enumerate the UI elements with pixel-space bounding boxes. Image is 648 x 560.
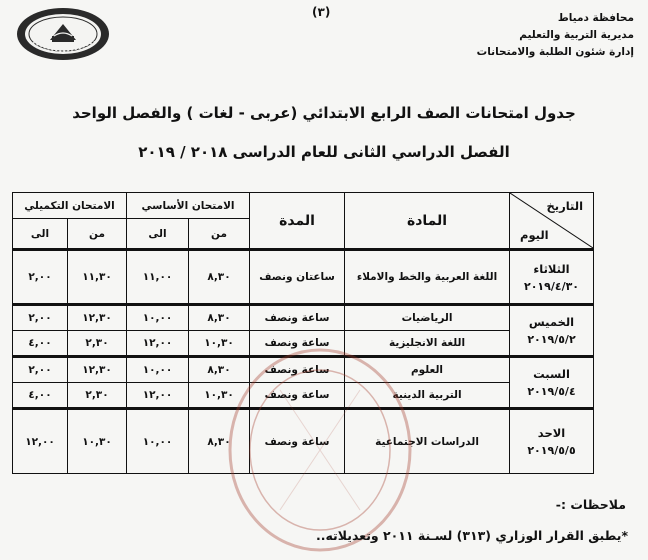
subject-cell: العلوم [345, 357, 510, 383]
ministry-logo [14, 6, 112, 62]
date-day-header-cell [510, 193, 594, 250]
day-name: الخميس [528, 315, 575, 329]
note-item: *يطبق القرار الوزاري (٣١٣) لسـنة ٢٠١١ وتعديلاته.. [315, 528, 628, 543]
supplementary-to-cell: ٢,٠٠ [13, 305, 68, 331]
day-name: الاحد [537, 426, 566, 440]
day-date-cell [510, 305, 594, 357]
table-row [13, 250, 594, 305]
basic-to-cell: ١١,٠٠ [127, 250, 189, 305]
governorate-label: محافظة دمياط [557, 12, 634, 24]
subject-cell: اللغة العربية والخط والاملاء [345, 250, 510, 305]
day-name: السبت [533, 367, 570, 381]
basic-from-cell: ٨,٣٠ [189, 305, 250, 331]
supplementary-from-cell: ١٢,٣٠ [68, 357, 127, 383]
exam-date: ٢٠١٩/٤/٣٠ [523, 279, 580, 293]
basic-to-cell: ١٠,٠٠ [127, 409, 189, 474]
day-name: الثلاثاء [533, 261, 570, 276]
supplementary-to-cell: ٤,٠٠ [13, 331, 68, 357]
table-row [13, 305, 594, 331]
duration-cell: ساعة ونصف [250, 409, 345, 474]
duration-cell: ساعة ونصف [250, 305, 345, 331]
subject-cell: اللغة الانجليزية [345, 331, 510, 357]
subject-header: المادة [345, 193, 510, 250]
notes-label: ملاحظات :- [555, 497, 626, 512]
supplementary-to-cell: ١٢,٠٠ [13, 409, 68, 474]
supplementary-to-header: الى [13, 219, 68, 250]
basic-to-header: الى [127, 219, 189, 250]
directorate-label: مديرية التربية والتعليم [519, 29, 634, 41]
issuer-header [477, 10, 634, 61]
basic-from-cell: ١٠,٣٠ [189, 331, 250, 357]
date-header: التاريخ [546, 199, 584, 213]
duration-cell: ساعة ونصف [250, 357, 345, 383]
supplementary-from-cell: ١١,٣٠ [68, 250, 127, 305]
duration-cell: ساعتان ونصف [250, 250, 345, 305]
duration-cell: ساعة ونصف [250, 331, 345, 357]
supplementary-from-cell: ٢,٣٠ [68, 331, 127, 357]
basic-to-cell: ١٠,٠٠ [127, 357, 189, 383]
basic-from-cell: ٨,٣٠ [189, 357, 250, 383]
basic-exam-header: الامتحان الأساسي [127, 193, 250, 219]
supplementary-from-header: من [68, 219, 127, 250]
subject-cell: التربية الدينية [345, 383, 510, 409]
schedule-subtitle: الفصل الدراسي الثانى للعام الدراسى ٢٠١٨ / ٢٠١٩ [138, 143, 510, 161]
supplementary-from-cell: ١٢,٣٠ [68, 305, 127, 331]
day-date-cell [510, 357, 594, 409]
official-stamp [220, 330, 420, 560]
exam-date: ٢٠١٩/٥/٥ [527, 444, 576, 457]
day-date-cell [510, 409, 594, 474]
supplementary-from-cell: ٢,٣٠ [68, 383, 127, 409]
basic-from-header: من [189, 219, 250, 250]
department-label: إدارة شئون الطلبة والامتحانات [476, 46, 634, 58]
basic-from-cell: ٨,٣٠ [189, 250, 250, 305]
supplementary-from-cell: ١٠,٣٠ [68, 409, 127, 474]
supplementary-to-cell: ٢,٠٠ [13, 357, 68, 383]
basic-from-cell: ٨,٣٠ [189, 409, 250, 474]
exam-date: ٢٠١٩/٥/٤ [527, 385, 576, 398]
subject-cell: الدراسات الاجتماعية [345, 409, 510, 474]
duration-header: المدة [250, 193, 345, 250]
supplementary-to-cell: ٤,٠٠ [13, 383, 68, 409]
basic-from-cell: ١٠,٣٠ [189, 383, 250, 409]
schedule-title: جدول امتحانات الصف الرابع الابتدائي (عربى - لغات ) والفصل الواحد [72, 104, 576, 122]
table-header-row [13, 193, 594, 219]
exam-date: ٢٠١٩/٥/٢ [527, 333, 576, 346]
day-date-cell [510, 250, 594, 305]
day-header: اليوم [520, 228, 549, 242]
subject-cell: الرياضيات [345, 305, 510, 331]
supplementary-to-cell: ٢,٠٠ [13, 250, 68, 305]
page-number: (٣) [312, 5, 331, 19]
duration-cell: ساعة ونصف [250, 383, 345, 409]
basic-to-cell: ١٢,٠٠ [127, 383, 189, 409]
supplementary-exam-header: الامتحان التكميلي [13, 193, 127, 219]
basic-to-cell: ١٢,٠٠ [127, 331, 189, 357]
basic-to-cell: ١٠,٠٠ [127, 305, 189, 331]
